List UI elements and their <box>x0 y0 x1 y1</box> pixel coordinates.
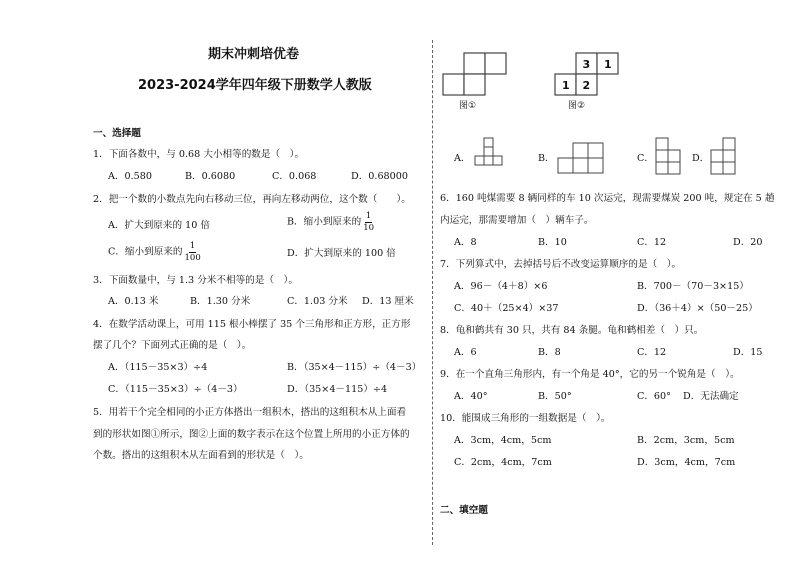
option-cell <box>723 138 735 150</box>
fig1-cell <box>464 53 485 74</box>
page-subtitle: 2023-2024学年四年级下册数学人教版 <box>138 78 372 93</box>
q9-stem: 9．在一个直角三角形内，有一个角是 40°，它的另一个锐角是（ ）。 <box>440 369 740 380</box>
fig1-cell <box>464 74 485 95</box>
option-cell <box>656 150 668 162</box>
fig2-digit: 2 <box>582 79 591 92</box>
q2-option-c-text: C．缩小到原来的 <box>108 246 183 258</box>
q6-stem-line2: 内运完，那需要增加（ ）辆车子。 <box>440 215 594 226</box>
q5-option-a-figure[interactable] <box>474 137 504 177</box>
option-cell <box>668 150 680 162</box>
section-fill-heading: 二、填空题 <box>440 505 488 516</box>
option-cell <box>484 156 493 165</box>
option-cell <box>656 138 668 150</box>
option-cell <box>711 150 723 162</box>
q10-option-b[interactable]: B．2cm，3cm，5cm <box>637 435 735 446</box>
q7-option-c[interactable]: C．40＋（25×4）×37 <box>454 303 559 314</box>
q4-stem-line1: 4．在数学活动课上，可用 115 根小棒摆了 35 个三角形和正方形，正方形 <box>93 319 411 330</box>
fraction-denominator: 100 <box>184 252 201 263</box>
q3-option-b[interactable]: B．1.30 分米 <box>190 296 251 307</box>
q8-option-c[interactable]: C．12 <box>637 347 667 358</box>
q6-option-c[interactable]: C．12 <box>637 237 667 248</box>
fig1-cell <box>443 74 464 95</box>
q3-option-a[interactable]: A．0.13 米 <box>108 296 159 307</box>
q9-option-b[interactable]: B．50° <box>538 391 572 402</box>
q7-stem: 7．下列算式中，去掉括号后不改变运算顺序的是（ ）。 <box>440 259 682 270</box>
option-cell <box>573 158 588 173</box>
q10-option-c[interactable]: C．2cm，4cm，7cm <box>454 457 552 468</box>
option-cell <box>558 158 573 173</box>
q1-option-a[interactable]: A．0.580 <box>108 171 152 182</box>
q5-option-b[interactable]: B． <box>538 153 555 164</box>
q2-option-d[interactable]: D．扩大到原来的 100 倍 <box>287 248 396 259</box>
q5-option-d-figure[interactable] <box>710 137 740 177</box>
q7-option-a[interactable]: A．96－（4＋8）×6 <box>454 281 548 292</box>
q8-stem: 8．龟和鹤共有 30 只，共有 84 条腿。龟和鹤相差（ ）只。 <box>440 325 704 336</box>
fig1-cell <box>485 53 506 74</box>
q3-option-d[interactable]: D．13 厘米 <box>362 296 414 307</box>
q3-stem: 3．下面数量中，与 1.3 分米不相等的是（ ）。 <box>93 275 298 286</box>
q5-option-d[interactable]: D． <box>692 153 710 164</box>
fig2-digit: 1 <box>562 79 570 92</box>
q9-option-c[interactable]: C．60° <box>637 391 671 402</box>
q5-option-c-figure[interactable] <box>655 137 685 177</box>
page-title: 期末冲刺培优卷 <box>208 47 300 62</box>
q8-option-a[interactable]: A．6 <box>454 347 477 358</box>
fraction-numerator: 1 <box>189 241 196 251</box>
fig2-digit: 3 <box>582 58 591 71</box>
option-cell <box>588 143 603 158</box>
q8-option-d[interactable]: D．15 <box>733 347 763 358</box>
q1-stem: 1．下面各数中，与 0.68 大小相等的数是（ ）。 <box>93 149 305 160</box>
q4-option-c[interactable]: C．（115－35×3）÷（4－3） <box>108 384 243 395</box>
q7-option-b[interactable]: B．700－（70－3×15） <box>637 281 749 292</box>
q5-option-c[interactable]: C． <box>637 153 654 164</box>
q8-option-b[interactable]: B．8 <box>538 347 561 358</box>
option-cell <box>573 143 588 158</box>
q1-option-c[interactable]: C．0.068 <box>272 171 317 182</box>
option-cell <box>723 150 735 162</box>
fig2-digit: 1 <box>604 58 612 71</box>
q5-stem-line2: 到的形状如图①所示，图②上面的数字表示在这个位置上所用的小正方体的 <box>93 429 410 440</box>
fraction-denominator: 10 <box>363 222 375 233</box>
q4-option-d[interactable]: D．（35×4－115）÷4 <box>287 384 388 395</box>
q5-figure-2-label: 图② <box>568 101 586 111</box>
q9-option-a[interactable]: A．40° <box>454 391 488 402</box>
fraction-numerator: 1 <box>365 211 372 221</box>
q3-option-c[interactable]: C．1.03 分米 <box>287 296 348 307</box>
q6-option-d[interactable]: D．20 <box>733 237 763 248</box>
q10-stem: 10．能围成三角形的一组数据是（ ）。 <box>440 413 611 424</box>
option-cell <box>668 162 680 174</box>
q2-option-a[interactable]: A．扩大到原来的 10 倍 <box>108 220 210 231</box>
q2-stem: 2．把一个数的小数点先向右移动三位，再向左移动两位，这个数（ ）。 <box>93 194 411 205</box>
q6-option-a[interactable]: A．8 <box>454 237 477 248</box>
option-cell <box>484 138 493 147</box>
q5-stem-line3: 个数。搭出的这组积木从左面看到的形状是（ ）。 <box>93 450 309 461</box>
q5-stem-line1: 5．用若干个完全相同的小正方体搭出一组积木，搭出的这组积木从上面看 <box>93 407 407 418</box>
q5-option-b-figure[interactable] <box>557 142 607 182</box>
option-cell <box>588 158 603 173</box>
q5-figure-1 <box>442 52 522 112</box>
q6-option-b[interactable]: B．10 <box>538 237 567 248</box>
q2-option-b[interactable] <box>287 212 375 232</box>
q5-figure-1-label: 图① <box>459 101 477 111</box>
option-cell <box>475 156 484 165</box>
section-choice-heading: 一、选择题 <box>93 128 141 139</box>
option-cell <box>484 147 493 156</box>
q9-option-d[interactable]: D．无法确定 <box>683 391 739 402</box>
option-cell <box>656 162 668 174</box>
q1-option-d[interactable]: D．0.68000 <box>351 171 408 182</box>
q5-option-a[interactable]: A． <box>454 153 471 164</box>
q2-option-c[interactable] <box>108 242 202 262</box>
q6-stem-line1: 6．160 吨煤需要 8 辆同样的车 10 次运完，现需要煤炭 200 吨，规定在 5 趟 <box>440 193 775 204</box>
q1-option-b[interactable]: B．0.6080 <box>185 171 236 182</box>
q2-option-b-fraction <box>362 212 375 232</box>
q4-option-a[interactable]: A．（115－35×3）÷4 <box>108 362 208 373</box>
q4-stem-line2: 摆了几个？下面列式正确的是（ ）。 <box>93 340 252 351</box>
q4-option-b[interactable]: B．（35×4－115）÷（4－3） <box>287 362 422 373</box>
column-divider <box>432 40 433 545</box>
q2-option-c-fraction <box>184 242 202 262</box>
option-cell <box>711 162 723 174</box>
option-cell <box>493 156 502 165</box>
q10-option-d[interactable]: D．3cm，4cm，7cm <box>637 457 736 468</box>
q7-option-d[interactable]: D．（36＋4）×（50－25） <box>637 303 758 314</box>
q10-option-a[interactable]: A．3cm，4cm，5cm <box>454 435 552 446</box>
option-cell <box>723 162 735 174</box>
q2-option-b-text: B．缩小到原来的 <box>287 216 362 228</box>
